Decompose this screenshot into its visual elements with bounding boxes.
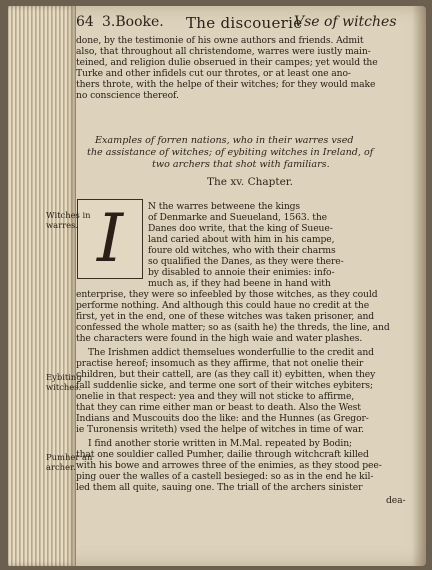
margin-note: [46, 372, 82, 392]
text-line: Danes doo write, that the king of Sueue-: [148, 223, 333, 234]
text-line: also, that throughout all christendome, warres were iustly main-: [76, 46, 371, 57]
text-line: no conscience thereof.: [76, 90, 179, 101]
text-line: onelie in that respect: yea and they will not sticke to affirme,: [76, 391, 355, 402]
catchword: dea-: [386, 495, 406, 506]
text-line: N the warres betweene the kings: [148, 201, 301, 212]
text-line: thers throte, with the helpe of their witches; for they would make: [76, 79, 376, 90]
text-line: ping ouer the walles of a castell besieged: so as in the end he kil-: [76, 471, 374, 482]
text-line: done, by the testimonie of his owne authors and friends. Admit: [76, 35, 364, 46]
running-header: [76, 14, 416, 34]
text-line: practise hereof; insomuch as they affirme, that not onelie their: [76, 358, 364, 369]
text-line: performe nothing. And although this could haue no credit at the: [76, 300, 370, 311]
margin-note-line: archer.: [46, 462, 76, 472]
text-line: Indians and Muscouits doo the like: and the Hunnes (as Gregor-: [76, 413, 369, 424]
text-line: first, yet in the end, one of these witches was taken prisoner, and: [76, 311, 375, 322]
initial-letter: I: [96, 200, 124, 277]
heading-line: the assistance of witches; of eybiting witches in Ireland, of: [87, 147, 374, 158]
text-line: children, but their cattell, are (as they call it) eybitten, when they: [76, 369, 376, 380]
margin-note: [46, 210, 91, 230]
text-line: ie Turonensis writeth) vsed the helpe of witches in time of war.: [76, 424, 364, 435]
running-head: Vse of witches: [294, 14, 397, 30]
text-line: the characters were found in the high waie and water plashes.: [76, 333, 363, 344]
margin-note-line: Eybiting: [46, 372, 82, 382]
text-line: that they can rime either man or beast to death. Also the West: [76, 402, 361, 413]
text-line: teined, and religion dulie obserued in their campes; yet would the: [76, 57, 378, 68]
book-page: [8, 6, 426, 566]
chapter-title: The xv. Chapter.: [207, 176, 294, 188]
text-line: much as, if they had beene in hand with: [148, 278, 331, 289]
heading-line: Examples of forren nations, who in their warres vsed: [95, 135, 354, 146]
page-sheet: [76, 6, 416, 566]
text-line: of Denmarke and Sueueland, 1563. the: [148, 212, 328, 223]
text-line: by disabled to annoie their enimies: info-: [148, 267, 335, 278]
header-title: The discouerie: [186, 14, 303, 32]
text-line: land caried about with him in his campe,: [148, 234, 335, 245]
page-fore-edge: [8, 6, 76, 566]
text-line: enterprise, they were so infeebled by those witches, as they could: [76, 289, 378, 300]
text-line: Turke and other infidels cut our throtes, or at least one ano-: [76, 68, 351, 79]
text-line: with his bowe and arrowes three of the enimies, as they stood pee-: [76, 460, 382, 471]
page-number: 64: [76, 14, 94, 30]
heading-line: two archers that shot with familiars.: [152, 159, 330, 170]
margin-note-line: witches.: [46, 382, 82, 392]
margin-note-line: warres.: [46, 220, 79, 230]
text-line: foure old witches, who with their charms: [148, 245, 336, 256]
text-line: I find another storie written in M.Mal. repeated by Bodin;: [88, 438, 353, 449]
text-line: so qualified the Danes, as they were there-: [148, 256, 344, 267]
margin-note-line: Witches in: [46, 210, 91, 220]
margin-note-line: Pumher an: [46, 452, 93, 462]
text-line: confessed the whole matter; so as (saith he) the threds, the line, and: [76, 322, 390, 333]
text-line: led them all quite, sauing one. The triall of the archers sinister: [76, 482, 363, 493]
book-label: 3.Booke.: [102, 14, 164, 30]
margin-note: [46, 452, 92, 472]
text-line: fall suddenlie sicke, and terme one sort of their witches eybiters;: [76, 380, 374, 391]
text-line: The Irishmen addict themselues wonderfullie to the credit and: [88, 347, 374, 358]
text-line: that one souldier called Pumher, dailie through witchcraft killed: [76, 449, 369, 460]
